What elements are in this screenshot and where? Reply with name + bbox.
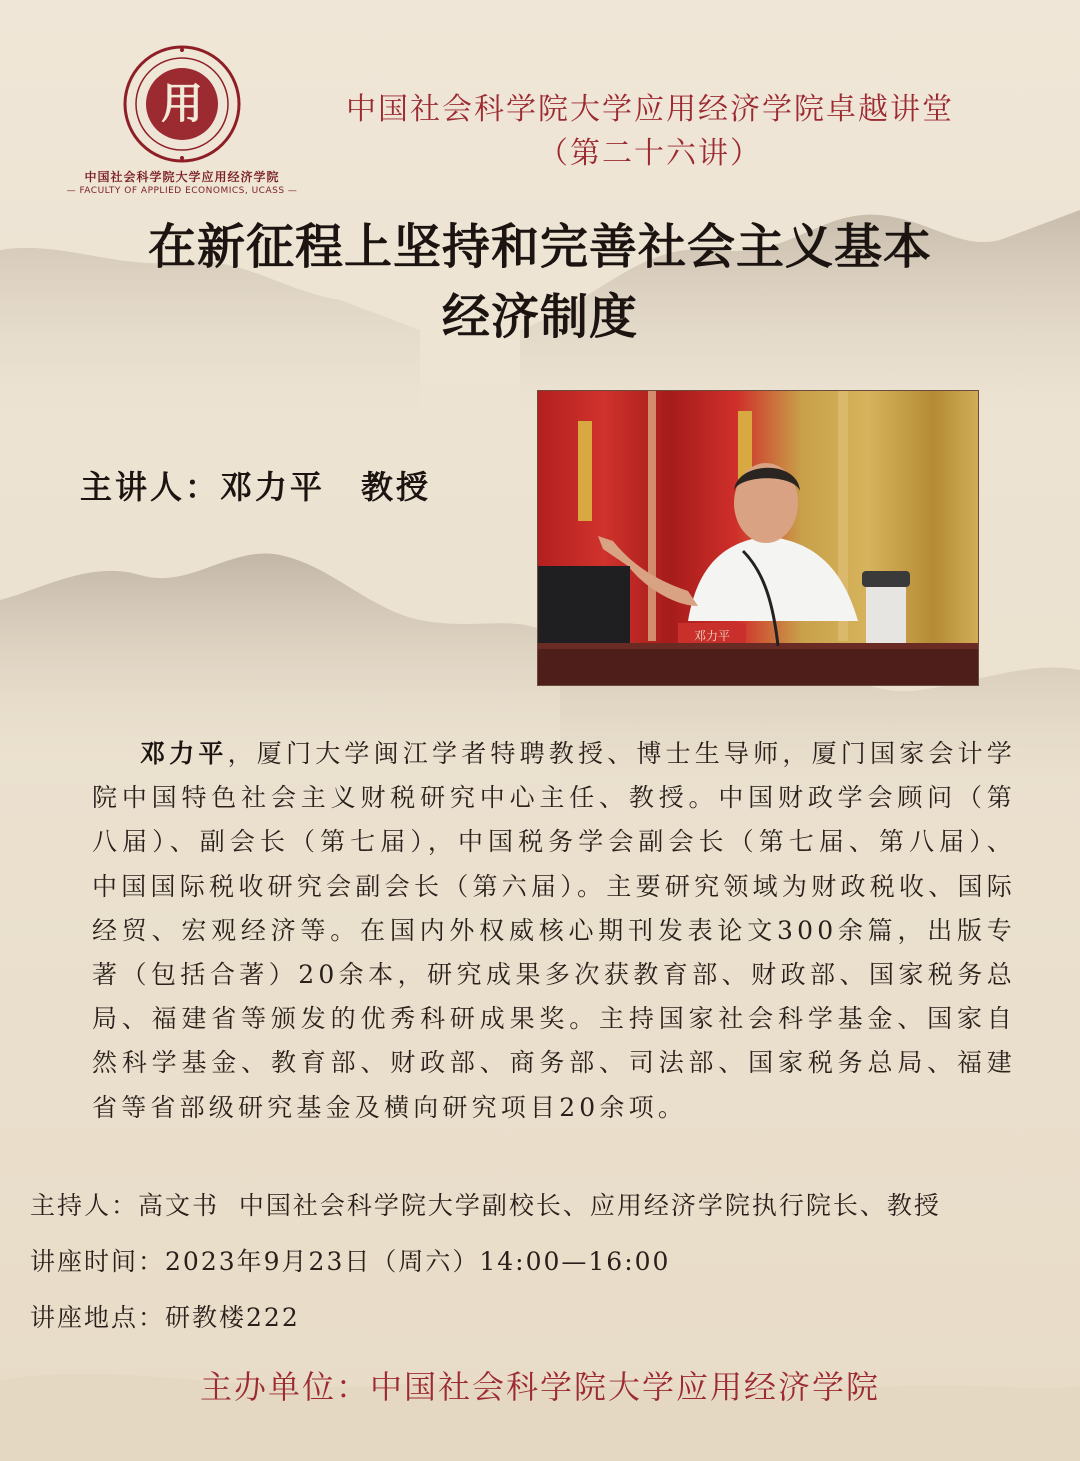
speaker-bio: [92, 732, 1016, 1130]
lecture-title-line-2: 经济制度: [441, 289, 638, 345]
lecture-number: （第二十六讲）: [538, 136, 762, 171]
speaker-photo-illustration: [538, 391, 978, 685]
speaker-rank: 教授: [361, 468, 432, 506]
organizer-value: 中国社会科学院大学应用经济学院: [370, 1368, 881, 1406]
lecture-title-line-1: 在新征程上坚持和完善社会主义基本: [147, 219, 932, 275]
host-row: [30, 1186, 1060, 1222]
place-value: 研教楼222: [165, 1303, 300, 1332]
bio-speaker-name: 邓力平: [140, 739, 228, 768]
bio-text: ，厦门大学闽江学者特聘教授、博士生导师，厦门国家会计学院中国特色社会主义财税研究中心主任、教授。中国财政学会顾问（第八届）、副会长（第七届），中国税务学会副会长（第七届、第八届）、中国国际税收研究会副会长（第六届）。主要研究领域为财政税收、国际经贸、宏观经济等。在国内外权威核心期刊发表论文300余篇，出版专著（包括合著）20余本，研究成果多次获教育部、财政部、国家税务总局、福建省等颁发的优秀科研成果奖。主持国家社会科学基金、国家自然科学基金、教育部、财政部、商务部、司法部、国家税务总局、福建省等省部级研究基金及横向研究项目20余项。: [92, 739, 1017, 1122]
host-label: 主持人：: [30, 1191, 139, 1220]
time-value: 2023年9月23日（周六）14:00—16:00: [165, 1247, 671, 1276]
logo-monogram: 用: [160, 79, 203, 128]
organizer-line: [80, 1362, 1000, 1408]
lecture-title: [40, 212, 1040, 352]
photo-nameplate-text: 邓力平: [693, 629, 731, 643]
faculty-logo: [62, 44, 302, 204]
speaker-label: 主讲人：: [80, 468, 221, 506]
time-label: 讲座时间：: [30, 1247, 166, 1276]
speaker-line: [80, 462, 520, 508]
speaker-name: 邓力平: [220, 468, 326, 506]
place-row: [30, 1298, 1060, 1334]
logo-caption-english: — FACULTY OF APPLIED ECONOMICS, UCASS —: [66, 186, 298, 196]
logo-caption-chinese: 中国社会科学院大学应用经济学院: [84, 170, 280, 184]
speaker-photo: [537, 390, 979, 686]
place-label: 讲座地点：: [30, 1303, 166, 1332]
host-value: 高文书 中国社会科学院大学副校长、应用经济学院执行院长、教授: [138, 1191, 941, 1220]
organizer-label: 主办单位：: [199, 1368, 370, 1406]
lecture-series-title: 中国社会科学院大学应用经济学院卓越讲堂: [346, 92, 954, 127]
time-row: [30, 1242, 1060, 1278]
